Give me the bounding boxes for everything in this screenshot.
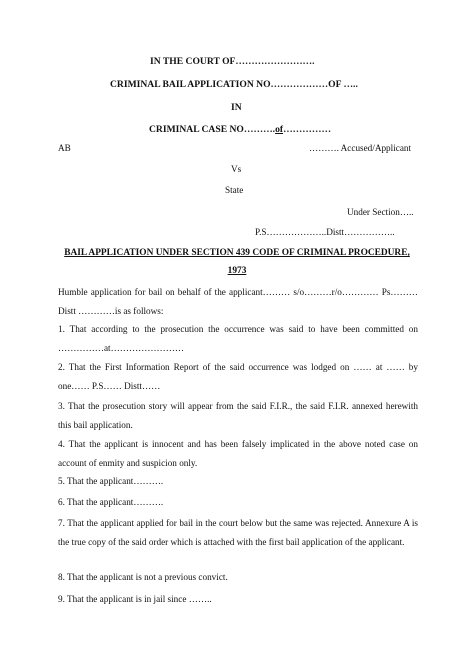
bail-application-title: BAIL APPLICATION UNDER SECTION 439 CODE OF CRIMINAL PROCEDURE, (64, 248, 410, 258)
in-heading: IN (231, 102, 242, 113)
application-number-heading: CRIMINAL BAIL APPLICATION NO………………OF ….. (110, 79, 358, 90)
state-label: State (225, 185, 244, 195)
criminal-case-prefix: CRIMINAL CASE NO………. (149, 124, 276, 135)
paragraph-7: 7. That the applicant applied for bail in the court below but the same was rejected. Annexure A is the true copy of the said order which is attached with the first bail application of the applicant. (58, 518, 418, 547)
under-section: Under Section….. (347, 207, 414, 217)
criminal-case-suffix: …………… (283, 124, 332, 135)
party-ab: AB (58, 143, 71, 153)
intro-paragraph: Humble application for bail on behalf of the applicant……… s/o………r/o………… Ps……… Distt …………is as follows: (58, 287, 418, 316)
court-heading: IN THE COURT OF……………………. (150, 56, 315, 67)
criminal-case-heading (149, 124, 331, 135)
police-station-district: P.S………………..Distt…………….. (255, 227, 395, 237)
paragraph-9: 9. That the applicant is in jail since …….. (58, 594, 212, 604)
paragraph-3: 3. That the prosecution story will appear from the said F.I.R., the said F.I.R. annexed herewith this bail application. (58, 401, 418, 430)
versus-label: Vs (231, 164, 242, 174)
paragraph-2: 2. That the First Information Report of the said occurrence was lodged on …… at …… by one…… P.S…… Distt…… (58, 362, 418, 391)
paragraph-1: 1. That according to the prosecution the occurrence was said to have been committed on ……………at…………………… (58, 324, 418, 353)
paragraph-5: 5. That the applicant………. (58, 476, 164, 486)
paragraph-6: 6. That the applicant………. (58, 497, 164, 507)
paragraph-8: 8. That the applicant is not a previous convict. (58, 572, 228, 582)
paragraph-4: 4. That the applicant is innocent and has been falsely implicated in the above noted case on account of enmity and suspicion only. (58, 439, 418, 468)
accused-applicant: ………. Accused/Applicant (309, 143, 412, 153)
criminal-case-of: of (275, 124, 284, 135)
bail-application-title-year: 1973 (227, 266, 247, 276)
